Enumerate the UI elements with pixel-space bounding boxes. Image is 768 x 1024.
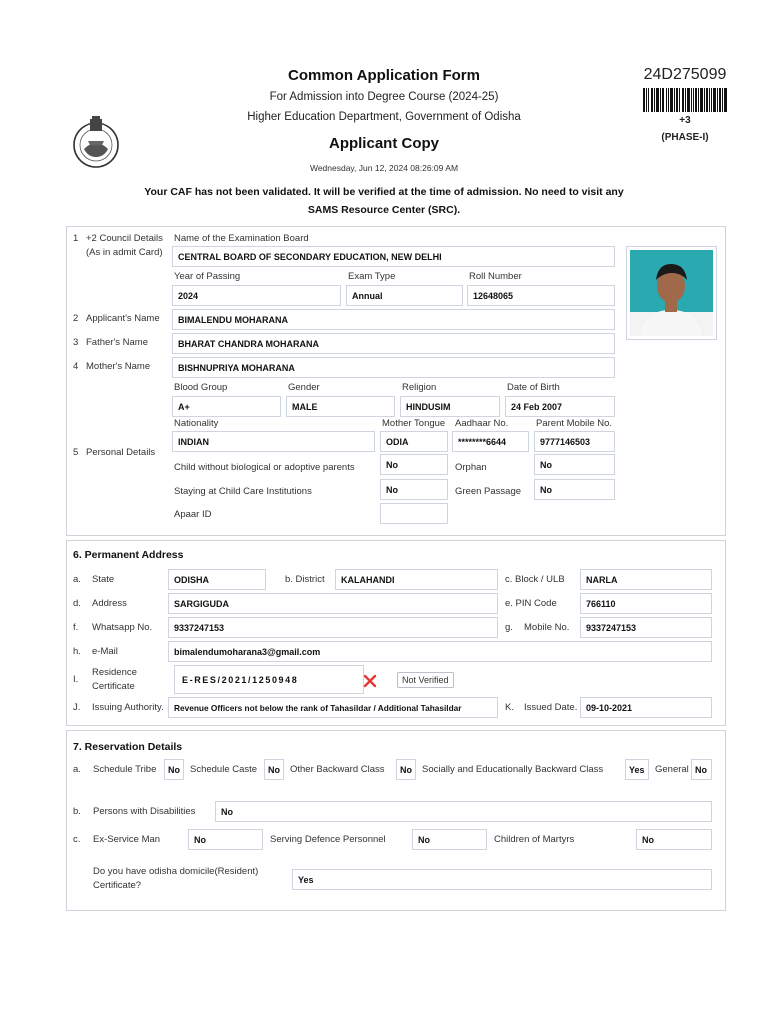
stream-label: +3 <box>679 115 691 126</box>
domicile-label: Do you have odisha domicile(Resident) <box>93 866 259 877</box>
st-label: Schedule Tribe <box>93 764 157 775</box>
block-field: NARLA <box>580 569 712 590</box>
sc-field: No <box>264 759 284 780</box>
validation-notice-line1: Your CAF has not been validated. It will be verified at the time of admission. No need to visit any <box>144 186 624 198</box>
item4-number: 4 <box>73 361 79 372</box>
parent-mobile-field: 9777146503 <box>534 431 615 452</box>
issuing-authority-label: Issuing Authority. <box>92 702 164 713</box>
verification-status-badge: Not Verified <box>397 672 454 688</box>
blood-group-label: Blood Group <box>174 382 228 393</box>
row-j-marker: J. <box>73 702 81 713</box>
validation-notice-line2: SAMS Resource Center (SRC). <box>307 204 461 216</box>
department-name: Higher Education Department, Government of Odisha <box>247 111 521 123</box>
gender-field: MALE <box>286 396 395 417</box>
st-field: No <box>164 759 184 780</box>
row-h-marker: h. <box>73 646 81 657</box>
mother-name-field: BISHNUPRIYA MOHARANA <box>172 357 615 378</box>
dob-label: Date of Birth <box>507 382 560 393</box>
nationality-field: INDIAN <box>172 431 375 452</box>
year-label: Year of Passing <box>174 271 241 282</box>
sebc-label: Socially and Educationally Backward Class <box>422 764 604 775</box>
row-k-marker: K. <box>505 702 514 713</box>
nationality-label: Nationality <box>174 418 219 429</box>
mobile-field: 9337247153 <box>580 617 712 638</box>
item5-number: 5 <box>73 447 79 458</box>
form-subtitle: For Admission into Degree Course (2024-25) <box>269 91 499 103</box>
year-field: 2024 <box>172 285 341 306</box>
child-care-label: Staying at Child Care Institutions <box>174 486 312 497</box>
child-care-field: No <box>380 479 448 500</box>
res-row-c-marker: c. <box>73 834 81 845</box>
blood-group-field: A+ <box>172 396 281 417</box>
whatsapp-label: Whatsapp No. <box>92 622 153 633</box>
applicant-photo <box>626 246 717 340</box>
pin-label: e. PIN Code <box>505 598 557 609</box>
council-details-label: +2 Council Details <box>86 233 163 244</box>
dob-field: 24 Feb 2007 <box>505 396 615 417</box>
phase-label: (PHASE-I) <box>661 132 709 143</box>
address-field: SARGIGUDA <box>168 593 498 614</box>
defence-field: No <box>412 829 487 850</box>
mother-tongue-label: Mother Tongue <box>382 418 446 429</box>
residence-label: Residence <box>92 667 137 678</box>
exservice-label: Ex-Service Man <box>93 834 161 845</box>
reservation-details-heading: 7. Reservation Details <box>73 741 183 753</box>
gender-label: Gender <box>288 382 320 393</box>
apaar-field <box>380 503 448 524</box>
sc-label: Schedule Caste <box>190 764 258 775</box>
mother-tongue-field: ODIA <box>380 431 448 452</box>
item1-number: 1 <box>73 233 79 244</box>
child-without-parents-field: No <box>380 454 448 475</box>
personal-details-label: Personal Details <box>86 447 156 458</box>
obc-field: No <box>396 759 416 780</box>
issued-date-label: Issued Date. <box>524 702 578 713</box>
pwd-label: Persons with Disabilities <box>93 806 196 817</box>
aadhaar-field: ********6644 <box>452 431 529 452</box>
row-i-marker: I. <box>73 674 79 685</box>
roll-label: Roll Number <box>469 271 522 282</box>
district-field: KALAHANDI <box>335 569 498 590</box>
res-row-a-marker: a. <box>73 764 81 775</box>
apaar-label: Apaar ID <box>174 509 212 520</box>
domicile-field: Yes <box>292 869 712 890</box>
father-name-field: BHARAT CHANDRA MOHARANA <box>172 333 615 354</box>
address-label: Address <box>92 598 127 609</box>
row-d-marker: d. <box>73 598 81 609</box>
obc-label: Other Backward Class <box>290 764 385 775</box>
sebc-field: Yes <box>625 759 649 780</box>
green-passage-label: Green Passage <box>455 486 522 497</box>
email-label: e-Mail <box>92 646 118 657</box>
whatsapp-field: 9337247153 <box>168 617 498 638</box>
applicant-name-field: BIMALENDU MOHARANA <box>172 309 615 330</box>
item2-number: 2 <box>73 313 79 324</box>
general-field: No <box>691 759 712 780</box>
board-field: CENTRAL BOARD OF SECONDARY EDUCATION, NEW DELHI <box>172 246 615 267</box>
exam-type-label: Exam Type <box>348 271 396 282</box>
residence-sublabel: Certificate <box>92 681 135 692</box>
email-field: bimalendumoharana3@gmail.com <box>168 641 712 662</box>
pwd-field: No <box>215 801 712 822</box>
green-passage-field: No <box>534 479 615 500</box>
print-timestamp: Wednesday, Jun 12, 2024 08:26:09 AM <box>309 163 459 173</box>
orphan-label: Orphan <box>455 462 487 473</box>
barcode-icon <box>643 88 727 112</box>
religion-label: Religion <box>402 382 437 393</box>
board-label: Name of the Examination Board <box>174 233 309 244</box>
row-a-marker: a. <box>73 574 81 585</box>
caf-number: 24D275099 <box>643 66 727 83</box>
item3-number: 3 <box>73 337 79 348</box>
defence-label: Serving Defence Personnel <box>270 834 386 845</box>
mother-name-label: Mother's Name <box>86 361 151 372</box>
issuing-authority-field: Revenue Officers not below the rank of Tahasildar / Additional Tahasildar <box>168 697 498 718</box>
row-g-marker: g. <box>505 622 513 633</box>
martyrs-label: Children of Martyrs <box>494 834 575 845</box>
cross-icon <box>363 674 377 688</box>
district-label: b. District <box>285 574 325 585</box>
martyrs-field: No <box>636 829 712 850</box>
mobile-label: Mobile No. <box>524 622 570 633</box>
state-label: State <box>92 574 115 585</box>
exservice-field: No <box>188 829 263 850</box>
domicile-sublabel: Certificate? <box>93 880 142 891</box>
aadhaar-label: Aadhaar No. <box>455 418 509 429</box>
issued-date-field: 09-10-2021 <box>580 697 712 718</box>
roll-number-field: 12648065 <box>467 285 615 306</box>
general-label: General <box>655 764 689 775</box>
exam-type-field: Annual <box>346 285 463 306</box>
parent-mobile-label: Parent Mobile No. <box>536 418 613 429</box>
pin-field: 766110 <box>580 593 712 614</box>
state-field: ODISHA <box>168 569 266 590</box>
child-without-parents-label: Child without biological or adoptive parents <box>174 462 355 473</box>
form-title: Common Application Form <box>288 67 480 84</box>
block-label: c. Block / ULB <box>505 574 565 585</box>
permanent-address-heading: 6. Permanent Address <box>73 549 184 561</box>
copy-label: Applicant Copy <box>328 135 439 152</box>
council-details-sublabel: (As in admit Card) <box>86 247 163 258</box>
applicant-name-label: Applicant's Name <box>86 313 160 324</box>
orphan-field: No <box>534 454 615 475</box>
religion-field: HINDUSIM <box>400 396 500 417</box>
residence-certificate-field: E-RES/2021/1250948 <box>174 665 364 694</box>
res-row-b-marker: b. <box>73 806 81 817</box>
father-name-label: Father's Name <box>86 337 149 348</box>
row-f-marker: f. <box>73 622 79 633</box>
